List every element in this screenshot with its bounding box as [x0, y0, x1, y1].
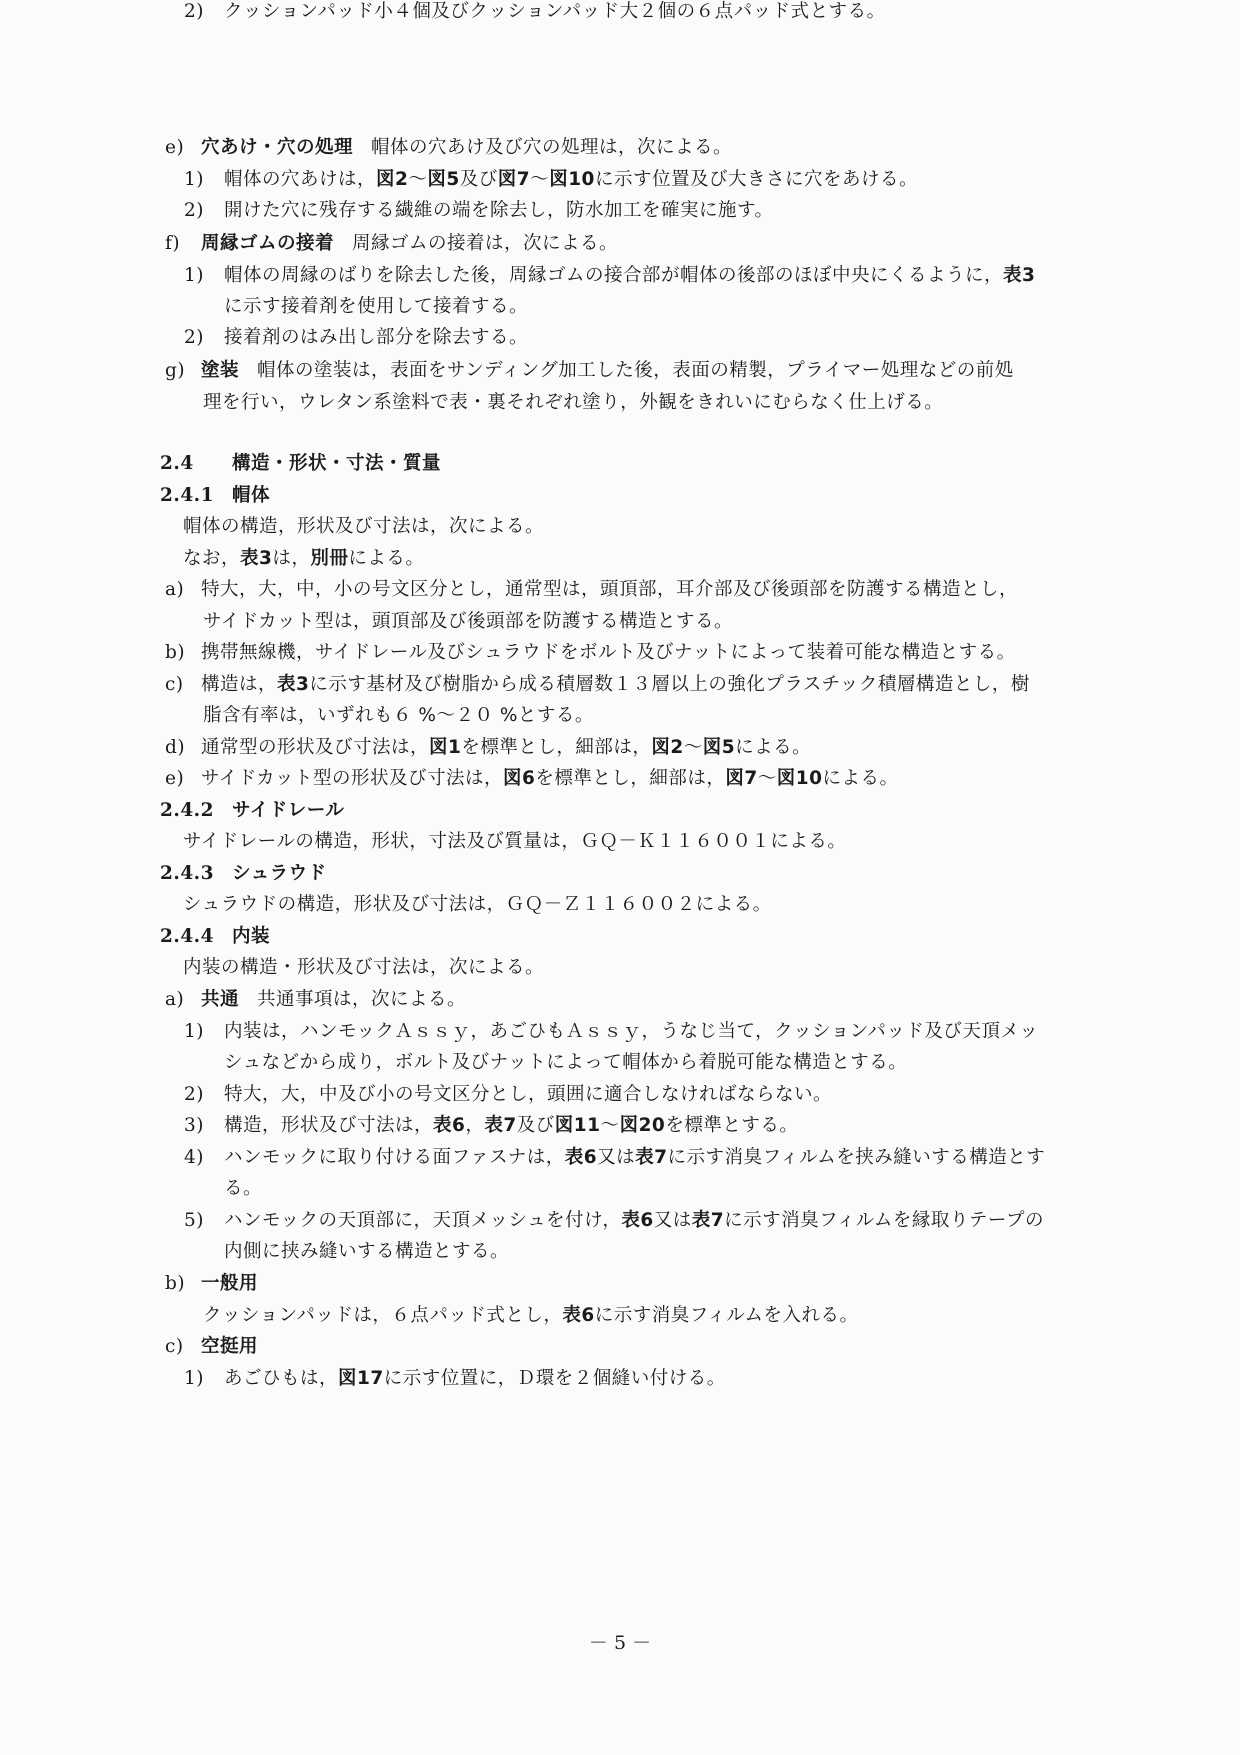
text-line: [184, 1209, 1044, 1233]
reference: 図20: [619, 1115, 666, 1136]
reference: 表3: [240, 548, 273, 569]
list-marker: d): [165, 737, 186, 758]
line-text: ～: [600, 1115, 620, 1136]
line-text: 帽体の穴あけは，: [224, 169, 377, 190]
reference: 別冊: [310, 548, 349, 569]
text-line: [183, 515, 544, 539]
line-text: 特大，大，中及び小の号文区分とし，頭囲に適合しなければならない。: [224, 1084, 833, 1105]
section-number: 2.4.2: [160, 800, 214, 821]
line-text: ～: [408, 169, 428, 190]
text-line: [184, 326, 528, 350]
text-line: [165, 1335, 258, 1359]
reference: 表7: [484, 1115, 517, 1136]
list-marker: 1): [184, 1021, 204, 1042]
reference: 図10: [776, 768, 823, 789]
page-number: － 5 －: [588, 1632, 652, 1654]
section-number: 2.4.3: [160, 863, 214, 884]
text-line: [160, 452, 441, 476]
text-line: [160, 484, 270, 508]
reference: 図17: [338, 1368, 384, 1389]
reference: 図5: [427, 169, 460, 190]
line-text: に示す基材及び樹脂から成る積層数１３層以上の強化プラスチック積層構造とし，樹: [309, 674, 1030, 695]
line-text: に示す消臭フィルムを入れる。: [594, 1305, 859, 1326]
text-line: [184, 264, 1035, 288]
item-heading: 内装: [232, 926, 271, 947]
line-text: ～: [683, 737, 703, 758]
line-text: 脂含有率は，いずれも６ %～２０ %とする。: [203, 705, 594, 726]
line-text: あごひもは，: [224, 1368, 339, 1389]
text-line: [224, 1051, 907, 1075]
line-text: シュなどから成り，ボルト及びナットによって帽体から着脱可能な構造とする。: [224, 1052, 908, 1073]
line-text: 通常型の形状及び寸法は，: [201, 737, 430, 758]
line-text: ，: [465, 1115, 485, 1136]
line-text: 内装は，ハンモックＡｓｓｙ，あごひもＡｓｓｙ，うなじ当て，クッションパッド及び天頂メッ: [224, 1021, 1039, 1042]
text-line: [165, 232, 618, 256]
list-marker: c): [165, 1336, 184, 1357]
line-text: 開けた穴に残存する繊維の端を除去し，防水加工を確実に施す。: [224, 200, 774, 221]
text-line: [165, 673, 1030, 697]
text-line: [165, 578, 1018, 602]
text-line: [224, 1240, 509, 1264]
list-marker: b): [165, 642, 186, 663]
line-text: による。: [735, 737, 812, 758]
reference: 図10: [549, 169, 595, 190]
line-text: に示す接着剤を使用して接着する。: [224, 296, 529, 317]
section-number: 2.4.4: [160, 926, 214, 947]
line-text: 構造は，: [201, 674, 278, 695]
text-line: [203, 610, 733, 634]
section-number: 2.4.1: [160, 485, 214, 506]
list-marker: 3): [184, 1115, 204, 1136]
reference: 表7: [691, 1210, 725, 1231]
list-marker: 2): [184, 327, 204, 348]
line-text: 帽体の構造，形状及び寸法は，次による。: [183, 516, 545, 537]
text-line: [183, 956, 544, 980]
line-text: を標準とし，細部は，: [535, 768, 726, 789]
line-text: なお，: [183, 548, 241, 569]
line-text: クッションパッドは，６点パッド式とし，: [203, 1305, 563, 1326]
line-text: シュラウドの構造，形状及び寸法は，ＧＱ－Ｚ１１６００２による。: [183, 894, 772, 915]
line-text: ～: [530, 169, 550, 190]
text-line: [184, 1020, 1038, 1044]
line-text: ハンモックの天頂部に，天頂メッシュを付け，: [224, 1210, 622, 1231]
text-line: [160, 799, 344, 823]
text-line: [184, 1083, 832, 1107]
item-text: 周縁ゴムの接着は，次による。: [352, 233, 619, 254]
reference: 表7: [635, 1147, 668, 1168]
reference: 図7: [725, 768, 758, 789]
text-line: [184, 1114, 798, 1138]
text-line: [203, 391, 943, 415]
line-text: による。: [348, 548, 425, 569]
reference: 図1: [429, 737, 462, 758]
item-heading: シュラウド: [232, 863, 327, 884]
item-heading: 共通: [201, 989, 240, 1010]
list-marker: e): [165, 137, 185, 158]
line-text: を標準とし，細部は，: [461, 737, 652, 758]
text-line: [165, 1272, 258, 1296]
list-marker: 1): [184, 265, 204, 286]
line-text: に示す消臭フィルムを挟み縫いする構造とす: [667, 1147, 1046, 1168]
list-marker: b): [165, 1273, 186, 1294]
text-line: [224, 295, 528, 319]
list-marker: 2): [184, 1084, 204, 1105]
list-marker: g): [165, 360, 186, 381]
line-text: 又は: [653, 1210, 692, 1231]
text-line: [160, 925, 270, 949]
list-marker: 1): [184, 1368, 204, 1389]
item-heading: 塗装: [201, 360, 240, 381]
item-heading: 構造・形状・寸法・質量: [232, 453, 442, 474]
line-text: 構造，形状及び寸法は，: [224, 1115, 434, 1136]
reference: 表3: [1003, 265, 1036, 286]
line-text: に示す位置及び大きさに穴をあける。: [594, 169, 918, 190]
text-line: [184, 0, 886, 24]
text-line: [165, 136, 732, 160]
line-text: を標準とする。: [665, 1115, 799, 1136]
line-text: 接着剤のはみ出し部分を除去する。: [224, 327, 529, 348]
text-line: [165, 641, 1016, 665]
line-text: ハンモックに取り付ける面ファスナは，: [224, 1147, 565, 1168]
line-text: 内装の構造・形状及び寸法は，次による。: [183, 957, 545, 978]
line-text: クッションパッド小４個及びクッションパッド大２個の６点パッド式とする。: [224, 1, 886, 22]
list-marker: f): [165, 233, 181, 254]
text-line: [183, 830, 846, 854]
list-marker: 2): [184, 200, 204, 221]
text-line: [160, 862, 327, 886]
item-text: 帽体の穴あけ及び穴の処理は，次による。: [371, 137, 733, 158]
line-text: サイドカット型の形状及び寸法は，: [201, 768, 503, 789]
text-line: [165, 767, 899, 791]
text-line: [203, 704, 594, 728]
reference: 図2: [651, 737, 684, 758]
reference: 表6: [564, 1147, 598, 1168]
reference: 表6: [621, 1210, 654, 1231]
text-line: [165, 359, 1014, 383]
reference: 図5: [702, 737, 736, 758]
text-line: [165, 736, 811, 760]
line-text: ～: [757, 768, 777, 789]
text-line: [224, 1177, 262, 1201]
line-text: による。: [822, 768, 899, 789]
item-heading: 空挺用: [201, 1336, 259, 1357]
item-heading: 周縁ゴムの接着: [201, 233, 335, 254]
line-text: サイドレールの構造，形状，寸法及び質量は，ＧＱ－Ｋ１１６００１による。: [183, 831, 847, 852]
text-line: [183, 547, 424, 571]
item-heading: 穴あけ・穴の処理: [201, 137, 354, 158]
line-text: に示す消臭フィルムを縁取りテープの: [724, 1210, 1044, 1231]
list-marker: a): [165, 579, 185, 600]
reference: 表6: [562, 1305, 595, 1326]
text-line: [184, 1146, 1045, 1170]
reference: 図6: [502, 768, 536, 789]
line-text: 携帯無線機，サイドレール及びシュラウドをボルト及びナットによって装着可能な構造とする。: [201, 642, 1016, 663]
text-line: [184, 199, 774, 223]
line-text: 内側に挟み縫いする構造とする。: [224, 1241, 510, 1262]
text-line: [203, 1304, 859, 1328]
item-heading: サイドレール: [232, 800, 345, 821]
line-text: サイドカット型は，頭頂部及び後頭部を防護する構造とする。: [203, 611, 733, 632]
line-text: 帽体の周縁のばりを除去した後，周縁ゴムの接合部が帽体の後部のほぼ中央にくるように，: [224, 265, 1004, 286]
line-text: 又は: [597, 1147, 636, 1168]
line-text: に示す位置に，Ｄ環を２個縫い付ける。: [383, 1368, 726, 1389]
text-line: [184, 1367, 726, 1391]
list-marker: 1): [184, 169, 204, 190]
item-text: 共通事項は，次による。: [257, 989, 467, 1010]
reference: 表3: [277, 674, 310, 695]
reference: 図11: [554, 1115, 601, 1136]
text-line: [165, 988, 466, 1012]
line-text: は，: [272, 548, 311, 569]
list-marker: c): [165, 674, 184, 695]
list-marker: 2): [184, 1, 204, 22]
text-line: [183, 893, 772, 917]
list-marker: 4): [184, 1147, 204, 1168]
reference: 図7: [497, 169, 531, 190]
reference: 図2: [376, 169, 409, 190]
section-number: 2.4: [160, 453, 194, 474]
list-marker: 5): [184, 1210, 204, 1231]
item-heading: 一般用: [201, 1273, 259, 1294]
line-text: 特大，大，中，小の号文区分とし，通常型は，頭頂部，耳介部及び後頭部を防護する構造とし，: [201, 579, 1019, 600]
line-text: 理を行い，ウレタン系塗料で表・裏それぞれ塗り，外観をきれいにむらなく仕上げる。: [203, 392, 944, 413]
line-text: 及び: [516, 1115, 555, 1136]
list-marker: a): [165, 989, 185, 1010]
reference: 表6: [433, 1115, 466, 1136]
line-text: 及び: [459, 169, 498, 190]
line-text: る。: [224, 1178, 263, 1199]
item-heading: 帽体: [232, 485, 271, 506]
text-line: [184, 168, 918, 192]
list-marker: e): [165, 768, 185, 789]
item-text: 帽体の塗装は，表面をサンディング加工した後，表面の精製，プライマー処理などの前処: [257, 360, 1014, 381]
